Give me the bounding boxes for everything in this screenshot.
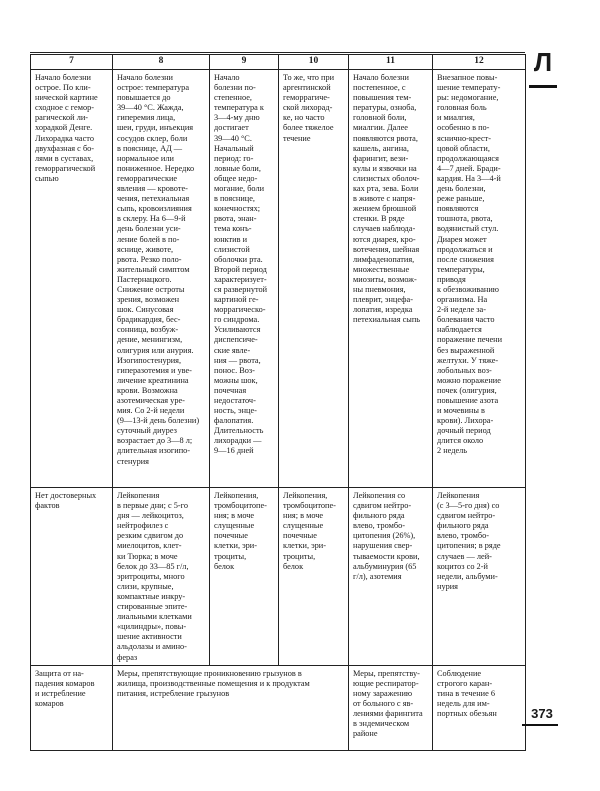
cell-r1-c10: То же, что при аргентинской геморрагиче- ской лихорад- ке, но часто более тяжелое течение	[279, 70, 349, 488]
cell-r1-c11: Начало болезни постепенное, с повышения тем- пературы, озноба, головной боли, миалгии. Далее появляются рвота, кашель, ангина, фарингит, вези- кулы и язвочки на слизистых оболоч- ках рта, зева. Боли в животе с напря- жением брюшной стенки. В ряде случаев наблюда- ются диарея, кро- вотечения, шейная лимфаденопатия, множественные миозиты, возмож- ны пневмония, плеврит, энцефа- лопатия, изредка петехиальная сыпь	[349, 70, 433, 488]
cell-r1-c8: Начало болезни острое: температура повышается до 39—40 °С. Жажда, гиперемия лица, шеи, груди, инъекция сосудов склер, боли в пояснице, АД — нормальное или пониженное. Нередко геморрагические явления — кровоте- чения, петехиальная сыпь, кровоизлияния в склеру. На 6—9-й день болезни уси- ление болей в по- яснице, животе, рвота. Резко поло- жительный симптом Пастернацкого. Снижение остроты зрения, возможен шок. Синусовая брадикардия, бес- сонница, возбуж- дение, менингизм, олигурия или анурия. Изогипостенурия, гиперазотемия и уве- личение креатинина крови. Возможна азотемическая уре- мия. Со 2-й недели (9—13-й день болезни) суточный диурез возрастает до 3—8 л; длительная изогипо- стенурия	[113, 70, 210, 488]
cell-r2-c11: Лейкопения со сдвигом нейтро- фильного ряда влево, тромбо- цитопения (26%), нарушения свер- тываемости крови, альбуминурия (65 г/л), азотемия	[349, 488, 433, 666]
table-top-rule	[30, 52, 525, 53]
cell-r1-c7: Начало болезни острое. По кли- нической картине сходное с гемор- рагической ли- хорадкой Денге. Лихорадка часто двухфазная с бо- лями в суставах, геморрагической сыпью	[31, 70, 113, 488]
cell-r2-c12: Лейкопения (с 3—5-го дня) со сдвигом нейтро- фильного ряда влево, тромбо- цитопения; в ряде случаев — лей- коцитоз со 2-й недели, альбуми- нурия	[433, 488, 526, 666]
col-header-12: 12	[433, 55, 526, 70]
section-letter: Л	[533, 47, 553, 77]
col-header-10: 10	[279, 55, 349, 70]
cell-r2-c7: Нет достоверных фактов	[31, 488, 113, 666]
section-letter-underline	[529, 85, 557, 88]
page-number-rule	[522, 724, 558, 726]
cell-r2-c8: Лейкопения в первые дни; с 5-го дня — лейкоцитоз, нейтрофилез с резким сдвигом до миелоцитов, клет- ки Тюрка; в моче белок до 33—85 г/л, эритроциты, много слизи, крупные, компактные инкру- стированные эпите- лиальными клетками «цилиндры», повы- шение активности альдолазы и амино- фераз	[113, 488, 210, 666]
lab-findings-row	[31, 488, 526, 666]
col-header-9: 9	[210, 55, 279, 70]
prevention-row	[31, 665, 526, 750]
col-header-8: 8	[113, 55, 210, 70]
cell-r2-c10: Лейкопения, тромбоцитопе- ния; в моче слущенные почечные клетки, эри- троциты, белок	[279, 488, 349, 666]
disease-table	[30, 54, 526, 751]
col-header-7: 7	[31, 55, 113, 70]
cell-r3-c11: Меры, препятству- ющие респиратор- ному заражению от больного с яв- лениями фарингита в эндемическом районе	[349, 665, 433, 750]
header-row	[31, 55, 526, 70]
cell-r1-c9: Начало болезни по- степенное, температура к 3—4-му дню достигает 39—40 °С. Начальный период: го- ловные боли, общее недо- могание, боли в пояснице, конечностях; рвота, энан- тема конъ- юнктив и слизистой оболочки рта. Второй период характеризует- ся развернутой картиной ге- моррагическо- го синдрома. Усиливаются диспепсиче- ские явле- ния — рвота, понос. Воз- можны шок, почечная недостаточ- ность, энце- фалопатия. Длительность лихорадки — 9—16 дней	[210, 70, 279, 488]
clinical-picture-row	[31, 70, 526, 488]
cell-r3-c12: Соблюдение строгого каран- тина в течение 6 недель для им- портных обезьян	[433, 665, 526, 750]
col-header-11: 11	[349, 55, 433, 70]
cell-r1-c12: Внезапное повы- шение температу- ры: недомогание, головная боль и миалгия, особенно в по- яснично-крест- цовой области, продолжающаяся 4—7 дней. Бради- кардия. На 3—4-й день болезни, реже раньше, появляются тошнота, рвота, водянистый стул. Диарея может продолжаться и после снижения температуры, приводя к обезвоживанию организма. На 2-й неделе за- болевания часто наблюдается поражение печени без выраженной желтухи. У тяже- лобольных воз- можно поражение почек (олигурия, повышение азота и мочевины в крови). Лихора- дочный период длится около 2 недель	[433, 70, 526, 488]
page-number: 373	[531, 706, 553, 721]
cell-r2-c9: Лейкопения, тромбоцитопе- ния; в моче слущенные почечные клетки, эри- троциты, белок	[210, 488, 279, 666]
cell-r3-c7: Защита от на- падения комаров и истребление комаров	[31, 665, 113, 750]
cell-r3-c8-10: Меры, препятствующие проникновению грызунов в жилища, производственные помещения и к продуктам питания, истребление грызунов	[113, 665, 349, 750]
